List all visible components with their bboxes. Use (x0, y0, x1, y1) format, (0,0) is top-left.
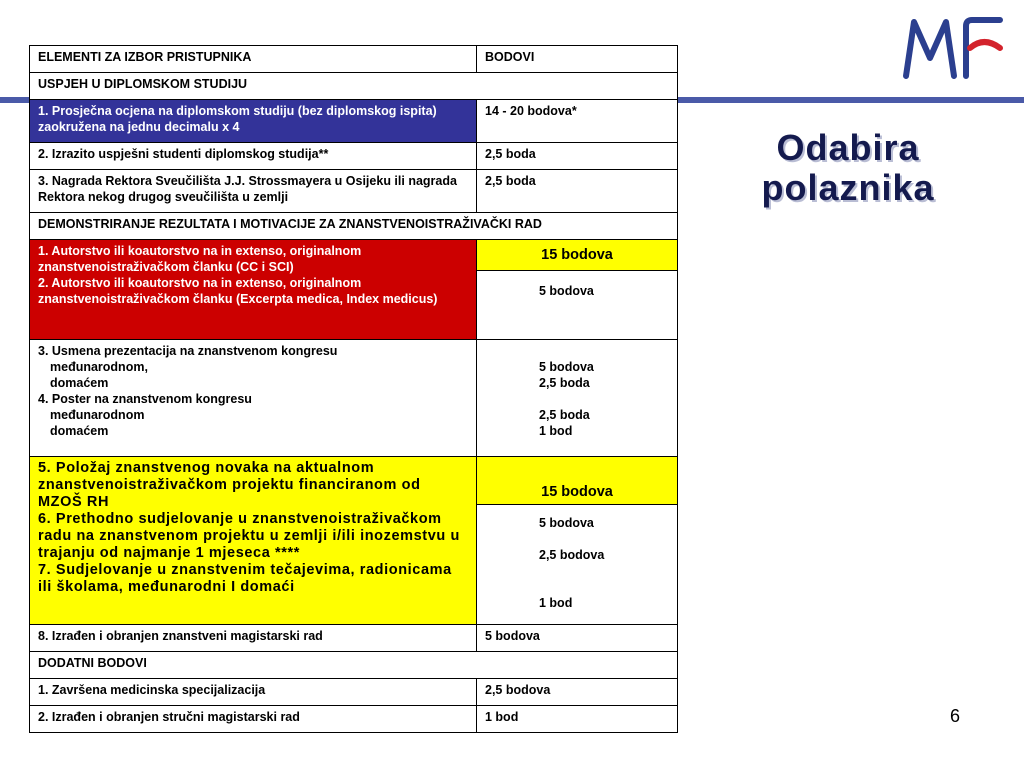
table-row (30, 240, 678, 271)
criterion-professional-masters: 2. Izrađen i obranjen stručni magistarski rad (30, 706, 477, 733)
points-authorship-excerpta: 5 bodova (477, 271, 678, 340)
points-congress: 5 bodova 2,5 boda 2,5 boda 1 bod (477, 340, 678, 457)
points-research-participation: 5 bodova 2,5 bodova 1 bod (477, 505, 678, 625)
page-number: 6 (950, 706, 961, 726)
table-row (30, 100, 678, 143)
criterion-congress: 3. Usmena prezentacija na znanstvenom kongresu međunarodnom, domaćem 4. Poster na znanstvenom kongresu međunarodnom domaćem (30, 340, 477, 457)
criterion-average-grade: 1. Prosječna ocjena na diplomskom studiju (bez diplomskog ispita) zaokružena na jednu decimalu x 4 (30, 100, 477, 143)
slide-title (738, 128, 958, 208)
criterion-scientific-masters: 8. Izrađen i obranjen znanstveni magistarski rad (30, 625, 477, 652)
section-additional-points: DODATNI BODOVI (30, 652, 678, 679)
points-authorship-cc-sci: 15 bodova (477, 240, 678, 271)
criterion-outstanding-students: 2. Izrazito uspješni studenti diplomskog studija** (30, 143, 477, 170)
points-specialization: 2,5 bodova (477, 679, 678, 706)
table-header-row (30, 46, 678, 73)
section-row (30, 213, 678, 240)
section-row (30, 73, 678, 100)
criterion-rector-award: 3. Nagrada Rektora Sveučilišta J.J. Strossmayera u Osijeku ili nagrada Rektora nekog drugog sveučilišta u zemlji (30, 170, 477, 213)
points-outstanding-students: 2,5 boda (477, 143, 678, 170)
authorship-excerpta: 2. Autorstvo ili koautorstvo na in extenso, originalnom znanstvenoistraživačkom članku (Excerpta medica, Index medicus) (38, 276, 438, 306)
points-scientific-masters: 5 bodova (477, 625, 678, 652)
authorship-cc-sci: 1. Autorstvo ili koautorstvo na in extenso, originalnom znanstvenoistraživačkom članku (CC i SCI) (38, 244, 362, 274)
mf-logo (900, 14, 1010, 82)
points-rector-award: 2,5 boda (477, 170, 678, 213)
selection-criteria-table (29, 45, 678, 733)
points-professional-masters: 1 bod (477, 706, 678, 733)
table-row (30, 170, 678, 213)
table-row (30, 625, 678, 652)
criterion-authorship (30, 240, 477, 340)
criterion-research-position: 5. Položaj znanstvenog novaka na aktualnom znanstvenoistraživačkom projektu financiranom od MZOŠ RH 6. Prethodno sudjelovanje u znanstvenoistraživačkom radu na znanstvenom projektu u zemlji i/ili inozemstvu u trajanju od najmanje 1 mjeseca **** 7. Sudjelovanje u znanstvenim tečajevima, radionicama ili školama, međunarodni I domaći (30, 457, 477, 625)
points-research-position: 15 bodova (477, 457, 678, 505)
header-points: BODOVI (477, 46, 678, 73)
table-row (30, 706, 678, 733)
table-row (30, 143, 678, 170)
title-line-1: Odabira (776, 127, 920, 168)
section-diploma-success: USPJEH U DIPLOMSKOM STUDIJU (30, 73, 678, 100)
table-row (30, 340, 678, 457)
points-average-grade: 14 - 20 bodova* (477, 100, 678, 143)
section-research-motivation: DEMONSTRIRANJE REZULTATA I MOTIVACIJE ZA ZNANSTVENOISTRAŽIVAČKI RAD (30, 213, 678, 240)
title-line-2: polaznika (761, 167, 935, 208)
section-row (30, 652, 678, 679)
criterion-specialization: 1. Završena medicinska specijalizacija (30, 679, 477, 706)
table-row (30, 457, 678, 505)
table-row (30, 679, 678, 706)
header-criteria: ELEMENTI ZA IZBOR PRISTUPNIKA (30, 46, 477, 73)
